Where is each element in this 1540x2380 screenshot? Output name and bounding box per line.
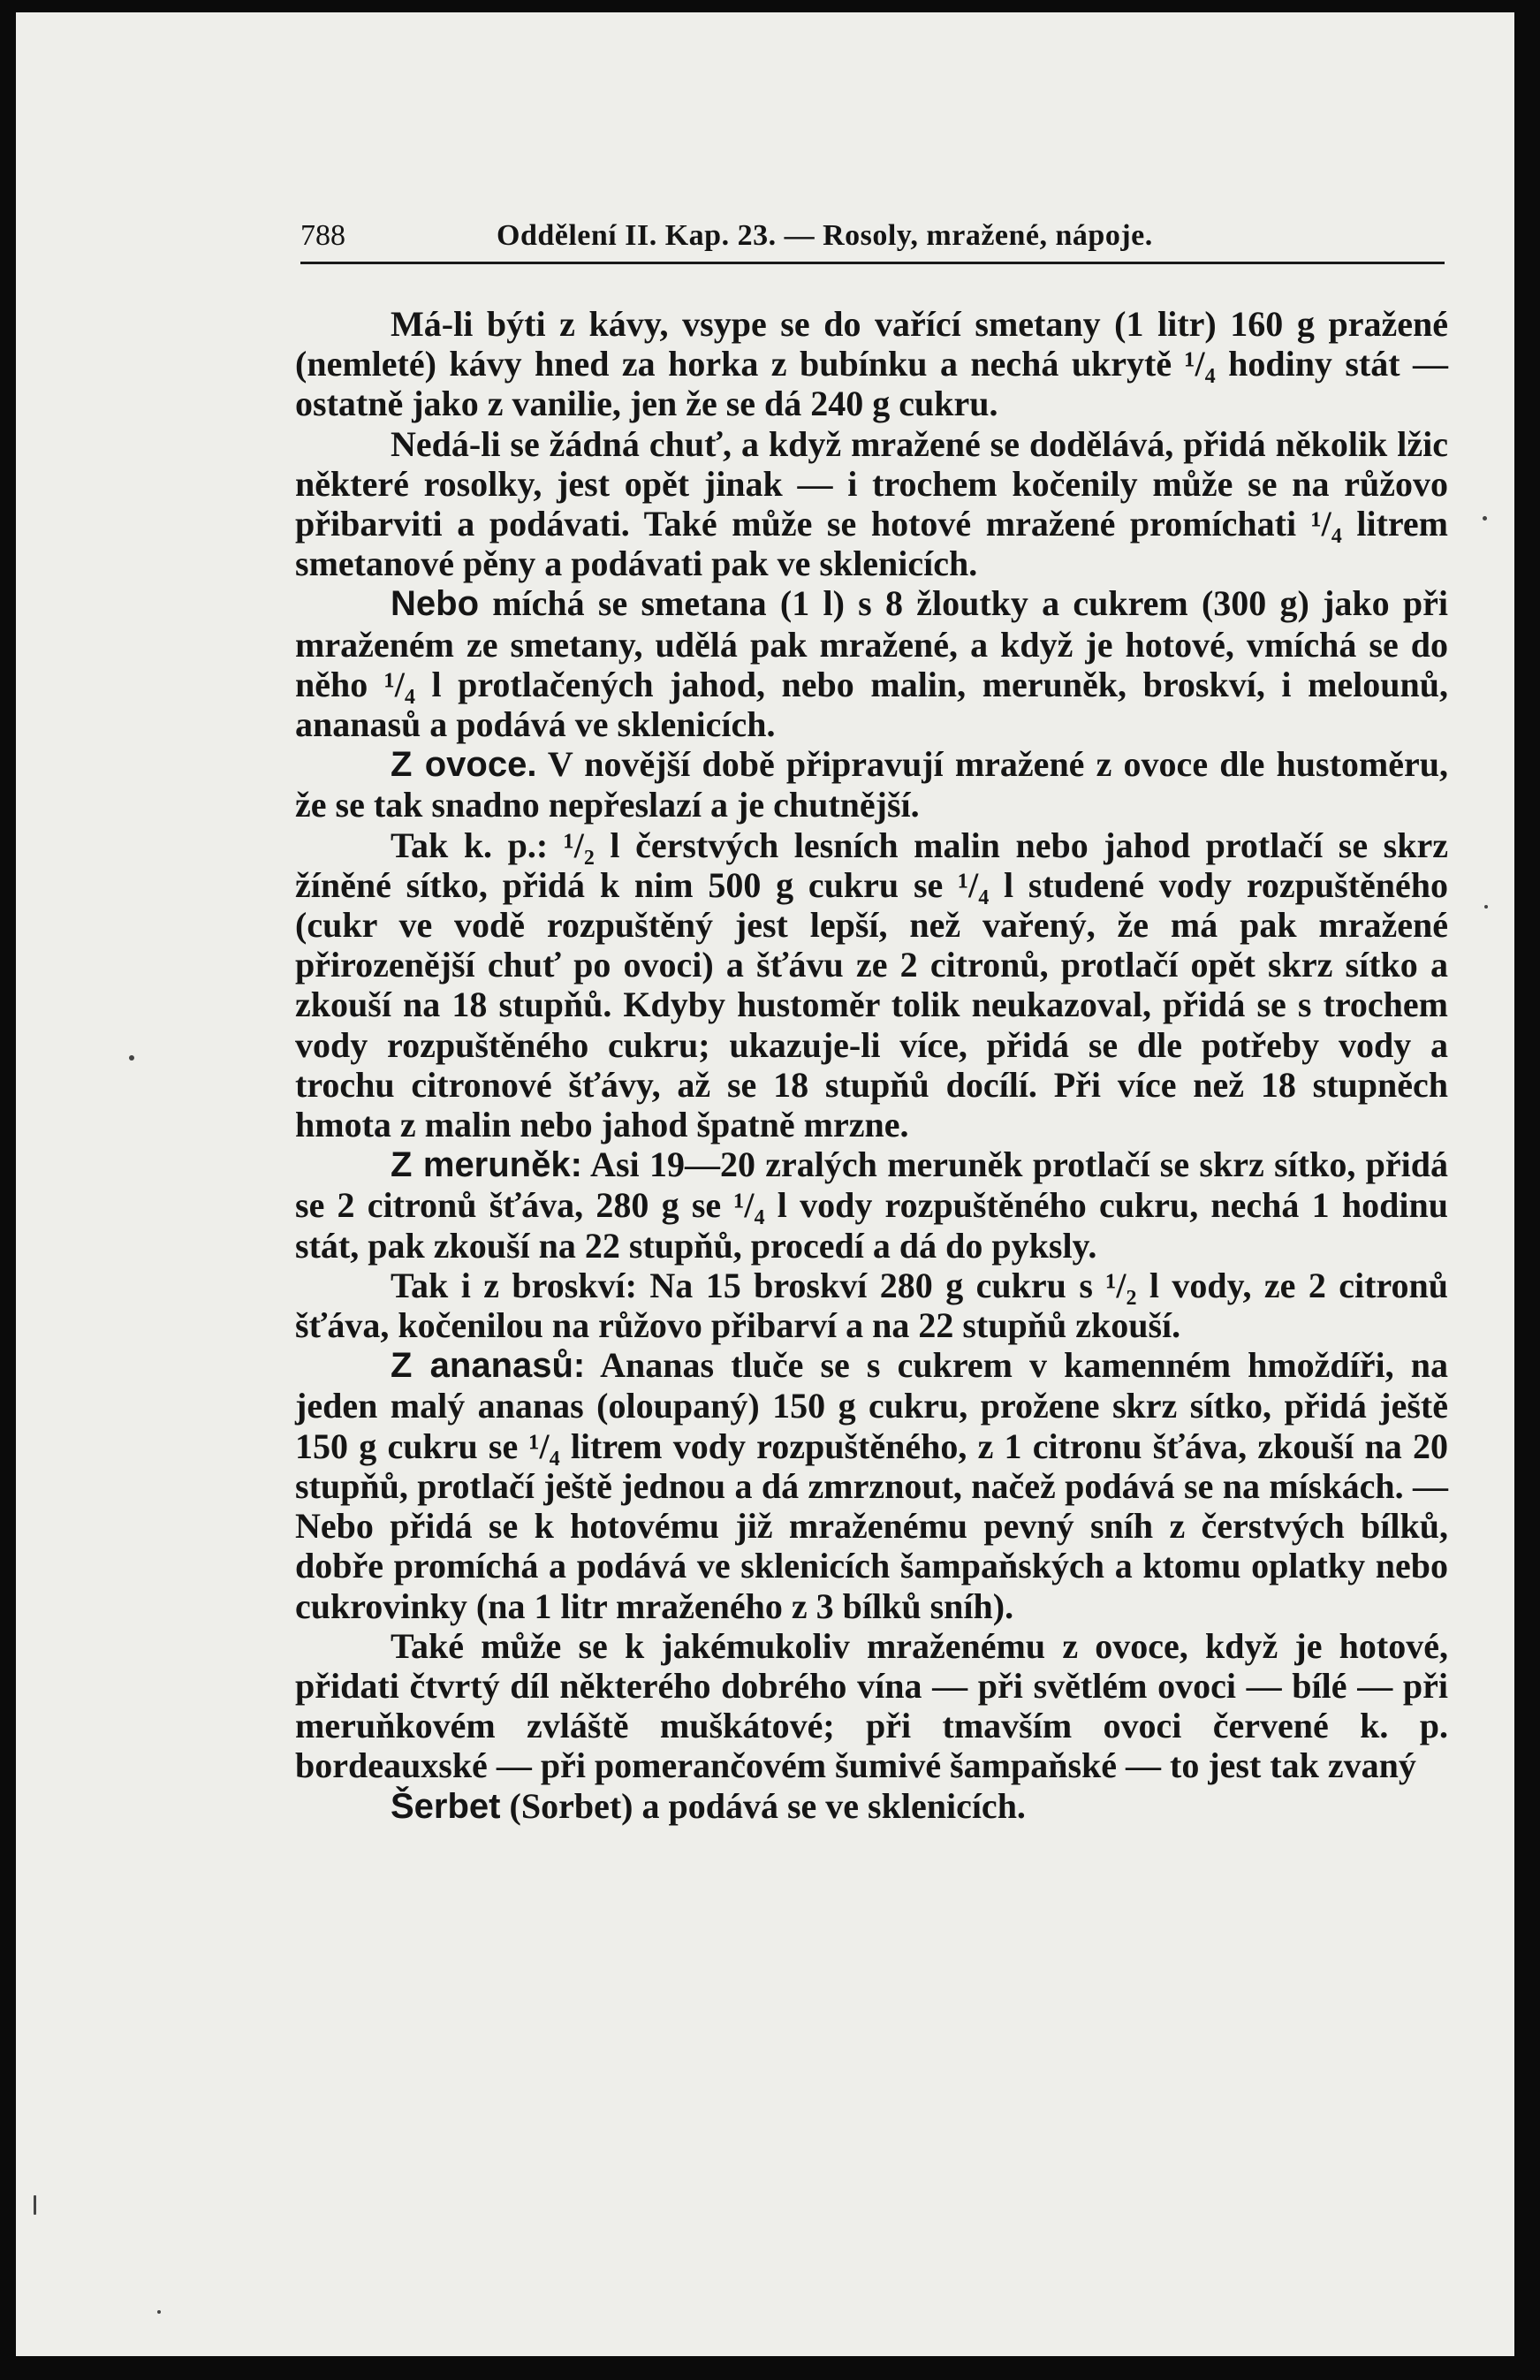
section-heading: Z meruněk: [391,1145,582,1185]
paragraph-pineapple: Z ananasů: Ananas tluče se s cukrem v kamenném hmoždíři, na jeden malý ananas (oloupaný) 150 g cukru, prožene skrz sítko, přidá ještě 150 g cukru se ¹/₄ litrem vody rozpuštěného, z 1 citronu šťáva, zkouší na 20 stupňů, protlačí ještě jednou a dá zmrznout, načež podává se na mískách. —Nebo přidá se k hotovému již mraženému pevný sníh z čerstvých bílků, dobře promíchá a podává ve sklenicích šampaňských a ktomu oplatky nebo cukrovinky (na 1 litr mraženého z 3 bílků sníh). [295,1345,1449,1626]
paper-speck [34,2195,36,2215]
page-body [295,304,1448,1827]
paragraph-wine: Také může se k jakémukoliv mraženému z ovoce, když je hotové, přidati čtvrtý díl některého dobrého vína — při světlém ovoci — bílé — při meruňkovém zvláště muškátové; při tmavším ovoci červené k. p. bordeauxské — při pomerančovém šumivé šampaňské — to jest tak zvaný [295,1625,1448,1786]
header-title: Oddělení II. Kap. 23. — Rosoly, mražené, nápoje. [497,219,1153,252]
paragraph-raspberry: Tak k. p.: ¹/₂ l čerstvých lesních malin nebo jahod protlačí se skrz žíněné sítko, přidá k nim 500 g cukru se ¹/₄ l studené vody rozpuštěného (cukr ve vodě rozpuštěný jest lepší, než vařený, že má pak mražené přirozenější chuť po ovoci) a šťávu ze 2 citronů, protlačí opět skrz sítko a zkouší na 18 stupňů. Kdyby hustoměr tolik neukazoval, přidá se s trochem vody rozpuštěného cukru; ukazuje-li více, přidá se dle potřeby vody a trochu citronové šťávy, až se 18 stupňů docílí. Při více než 18 stupněch hmota z malin nebo jahod špatně mrzne. [295,825,1448,1145]
paragraph-fruit-intro: Z ovoce. V novější době připravují mražené z ovoce dle hustoměru, že se tak snadno nepřeslazí a je chutnější. [295,744,1449,825]
paragraph-sorbet: Šerbet (Sorbet) a podává se ve sklenicích. [391,1785,1026,1826]
paragraph-lead: Nebo [391,584,479,624]
paragraph-peach: Tak i z broskví: Na 15 broskví 280 g cukru s ¹/₂ l vody, ze 2 citronů šťáva, kočenilou na růžovo přibarví a na 22 stupňů zkouší. [295,1265,1448,1346]
section-heading: Z ananasů: [391,1346,586,1386]
paragraph-apricot: Z meruněk: Asi 19—20 zralých meruněk protlačí se skrz sítko, přidá se 2 citronů šťáva, 280 g se ¹/₄ l vody rozpuštěného cukru, nechá 1 hodinu stát, pak zkouší na 22 stupňů, procedí a dá do pyksly. [295,1144,1449,1266]
paper-speck [1484,905,1488,909]
running-header [300,207,1445,264]
paper-speck [129,1055,134,1061]
section-heading: Z ovoce. [391,745,537,785]
section-heading: Šerbet [391,1786,501,1826]
book-page [16,12,1514,2356]
paper-speck [1483,516,1487,521]
paragraph-flavoring: Nedá-li se žádná chuť, a když mražené se dodělává, přidá několik lžic některé rosolky, jest opět jinak — i trochem kočenily může se na růžovo přibarviti a podávati. Také může se hotové mražené promíchati ¹/₄ litrem smetanové pěny a podávati pak ve sklenicích. [295,423,1448,584]
paper-speck [157,2310,161,2314]
page-number: 788 [300,219,345,252]
paragraph-coffee: Má-li býti z kávy, vsype se do vařící smetany (1 litr) 160 g pražené (nemleté) kávy hned za horka z bubínku a nechá ukrytě ¹/₄ hodiny stát — ostatně jako z vanilie, jen že se dá 240 g cukru. [295,304,1448,424]
paragraph-egg-yolk: Nebo míchá se smetana (1 l) s 8 žloutky a cukrem (300 g) jako při mraženém ze smetany, udělá pak mražené, a když je hotové, vmíchá se do něho ¹/₄ l protlačených jahod, nebo malin, meruněk, broskví, i melounů, ananasů a podává ve sklenicích. [295,583,1448,745]
